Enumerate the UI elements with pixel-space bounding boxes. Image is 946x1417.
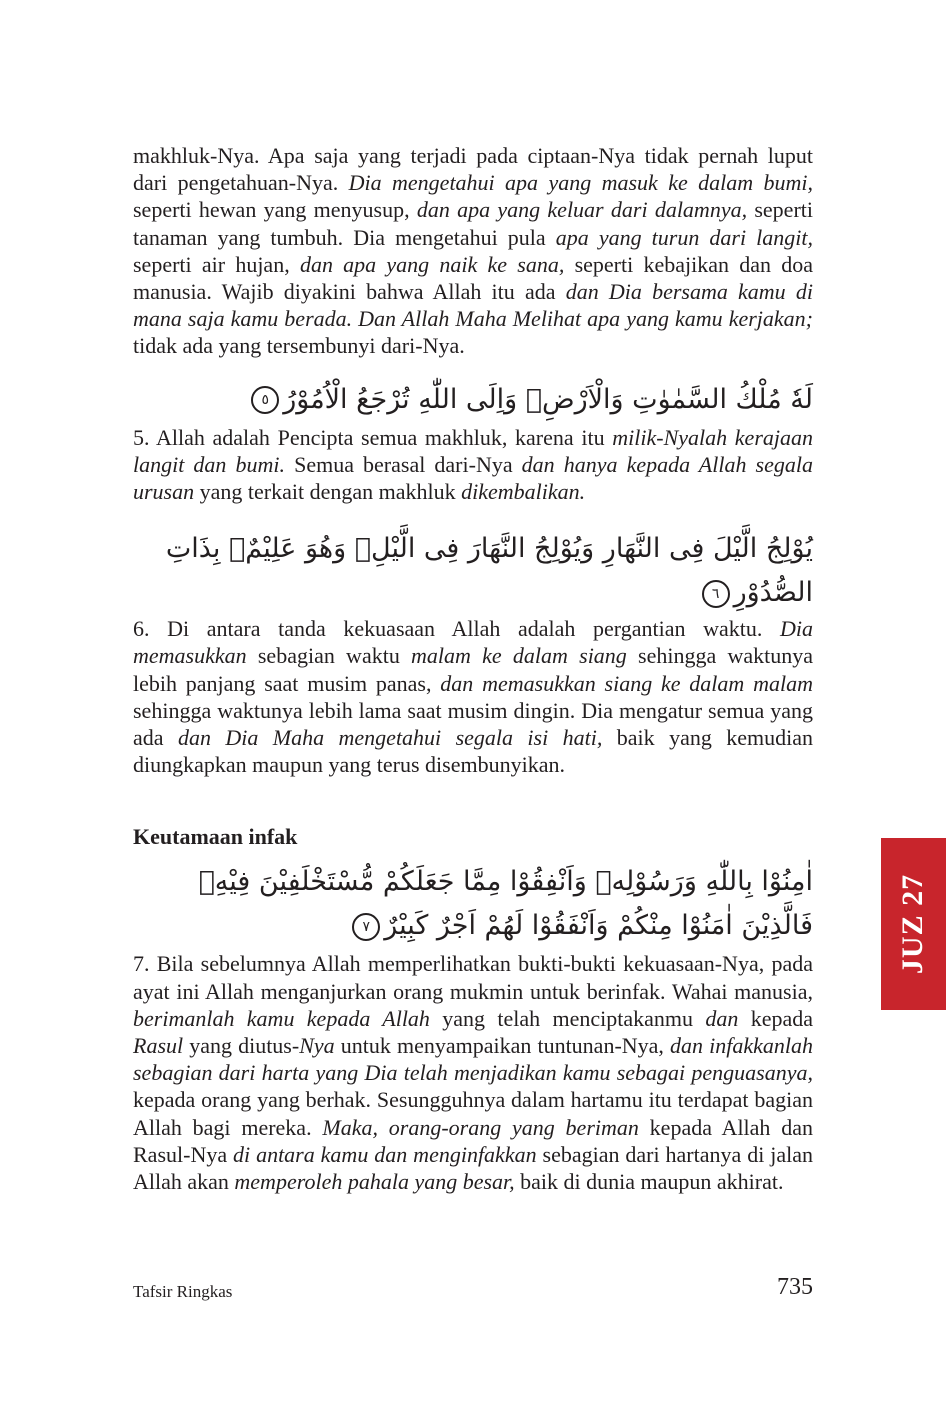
arabic-verse-6 [133, 527, 813, 615]
para_7-segment: kepada [738, 1005, 814, 1031]
para_6-segment: sehingga waktunya lebih lama saat musim dingin. Dia mengatur semua yang ada [133, 697, 813, 751]
para_7-segment: yang diutus- [183, 1033, 300, 1059]
para_6-segment: malam ke dalam siang [411, 643, 627, 669]
para_6-segment: baik yang kemudian diungkapkan maupun yang terus disembunyikan. [133, 725, 813, 778]
footer-page-number: 735 [777, 1274, 813, 1300]
para_6-segment: 6. Di antara tanda kekuasaan Allah adalah pergantian waktu. [133, 616, 780, 642]
para_intro-segment: seperti air hujan, [133, 251, 300, 277]
para_7-segment: 7. Bila sebelumnya Allah memperlihatkan bukti-bukti kekuasaan-Nya, pada ayat ini Allah menganjurkan orang mukmin untuk berinfak. Wahai manusia, [133, 951, 813, 1004]
para_7-segment: berimanlah kamu kepada Allah [133, 1005, 430, 1031]
para_7-segment: sebagian dari hartanya di jalan Allah akan [133, 1141, 813, 1195]
para_intro-segment: seperti tanaman yang tumbuh. Dia mengetahui pula [133, 197, 814, 250]
para_intro-segment: seperti hewan yang menyusup, [133, 197, 417, 223]
paragraph-verse-7 [133, 950, 813, 1195]
para_6-segment: dan memasukkan siang ke dalam malam [440, 670, 813, 696]
arabic-text-7: اٰمِنُوْا بِاللّٰهِ وَرَسُوْلِهٖ وَاَنْفِقُوْا مِمَّا جَعَلَكُمْ مُّسْتَخْلَفِيْنَ فِيْهِۗ فَالَّذِيْنَ اٰمَنُوْا مِنْكُمْ وَاَنْفَقُوْا لَهُمْ اَجْرٌ كَبِيْرٌ [198, 866, 813, 942]
juz-label: JUZ 27 [896, 873, 930, 975]
para_7-segment: memperoleh pahala yang besar, [234, 1169, 515, 1195]
juz-side-tab [881, 838, 946, 1010]
para_5-segment: Semua berasal dari-Nya [285, 451, 522, 477]
para_intro-segment: dan apa yang keluar dari dalamnya, [416, 197, 748, 223]
para_7-segment: dan [705, 1005, 739, 1031]
para_5-segment: dikembalikan. [461, 479, 586, 505]
paragraph-intro [133, 142, 813, 360]
para_intro-segment: Dia mengetahui apa yang masuk ke dalam bumi, [348, 170, 814, 196]
para_intro-segment: apa yang turun dari langit, [555, 224, 814, 250]
para_7-segment: Rasul [133, 1033, 184, 1059]
para_intro-segment: tidak ada yang tersembunyi dari-Nya. [133, 333, 465, 359]
para_7-segment: Nya [299, 1033, 335, 1059]
para_5-segment: yang terkait dengan makhluk [194, 479, 462, 505]
para_6-segment: Dia memasukkan [133, 616, 813, 669]
footer-book-title: Tafsir Ringkas [133, 1282, 233, 1301]
para_intro-segment: seperti kebajikan dan doa manusia. Wajib diyakini bahwa Allah itu ada [133, 251, 813, 305]
ayah-number-6: ٦ [702, 580, 730, 608]
para_6-segment: sebagian waktu [246, 643, 412, 669]
para_intro-segment: dan apa yang naik ke sana, [299, 251, 565, 277]
para_7-segment: yang telah menciptakanmu [429, 1005, 706, 1031]
para_5-segment: milik-Nyalah kerajaan langit dan bumi. [133, 424, 813, 477]
para_7-segment: baik di dunia maupun akhirat. [514, 1169, 784, 1195]
arabic-verse-5 [133, 378, 813, 422]
ayah-number-7: ٧ [352, 913, 380, 941]
ayah-number-5: ٥ [251, 386, 279, 414]
para_6-segment: sehingga waktunya lebih panjang saat musim panas, [133, 643, 813, 696]
para_5-segment: dan hanya kepada Allah segala urusan [133, 451, 813, 505]
arabic-verse-7 [133, 860, 813, 948]
para_7-segment: di antara kamu dan menginfakkan [233, 1141, 537, 1167]
arabic-text-6: يُوْلِجُ الَّيْلَ فِى النَّهَارِ وَيُوْلِجُ النَّهَارَ فِى الَّيْلِۗ وَهُوَ عَلِيْمٌۢ بِذَاتِ الصُّدُوْرِ [165, 533, 813, 609]
para_7-segment: kepada orang yang berhak. Sesungguhnya dalam hartamu itu terdapat bagian Allah bagi mereka. [133, 1087, 813, 1140]
para_7-segment: untuk menyampaikan tuntunan-Nya, [334, 1033, 671, 1059]
paragraph-verse-5 [133, 424, 813, 506]
para_7-segment: Maka, orang-orang yang beriman [322, 1114, 639, 1140]
para_6-segment: dan Dia Maha mengetahui segala isi hati, [177, 725, 603, 751]
para_intro-segment: dan Dia bersama kamu di mana saja kamu berada. Dan Allah Maha Melihat apa yang kamu kerjakan; [133, 279, 813, 332]
para_5-segment: 5. Allah adalah Pencipta semua makhluk, karena itu [133, 424, 613, 450]
paragraph-verse-6 [133, 615, 813, 778]
section-heading: Keutamaan infak [133, 824, 298, 850]
arabic-text-5: لَهٗ مُلْكُ السَّمٰوٰتِ وَالْاَرْضِۗ وَاِلَى اللّٰهِ تُرْجَعُ الْاُمُوْرُ [283, 383, 813, 415]
page-content [133, 142, 813, 1195]
para_7-segment: kepada Allah dan Rasul-Nya [133, 1114, 813, 1167]
para_intro-segment: makhluk-Nya. Apa saja yang terjadi pada ciptaan-Nya tidak pernah luput dari pengetahuan-Nya. [133, 143, 813, 196]
para_7-segment: dan infakkanlah sebagian dari harta yang Dia telah menjadikan kamu sebagai penguasanya, [133, 1033, 813, 1086]
